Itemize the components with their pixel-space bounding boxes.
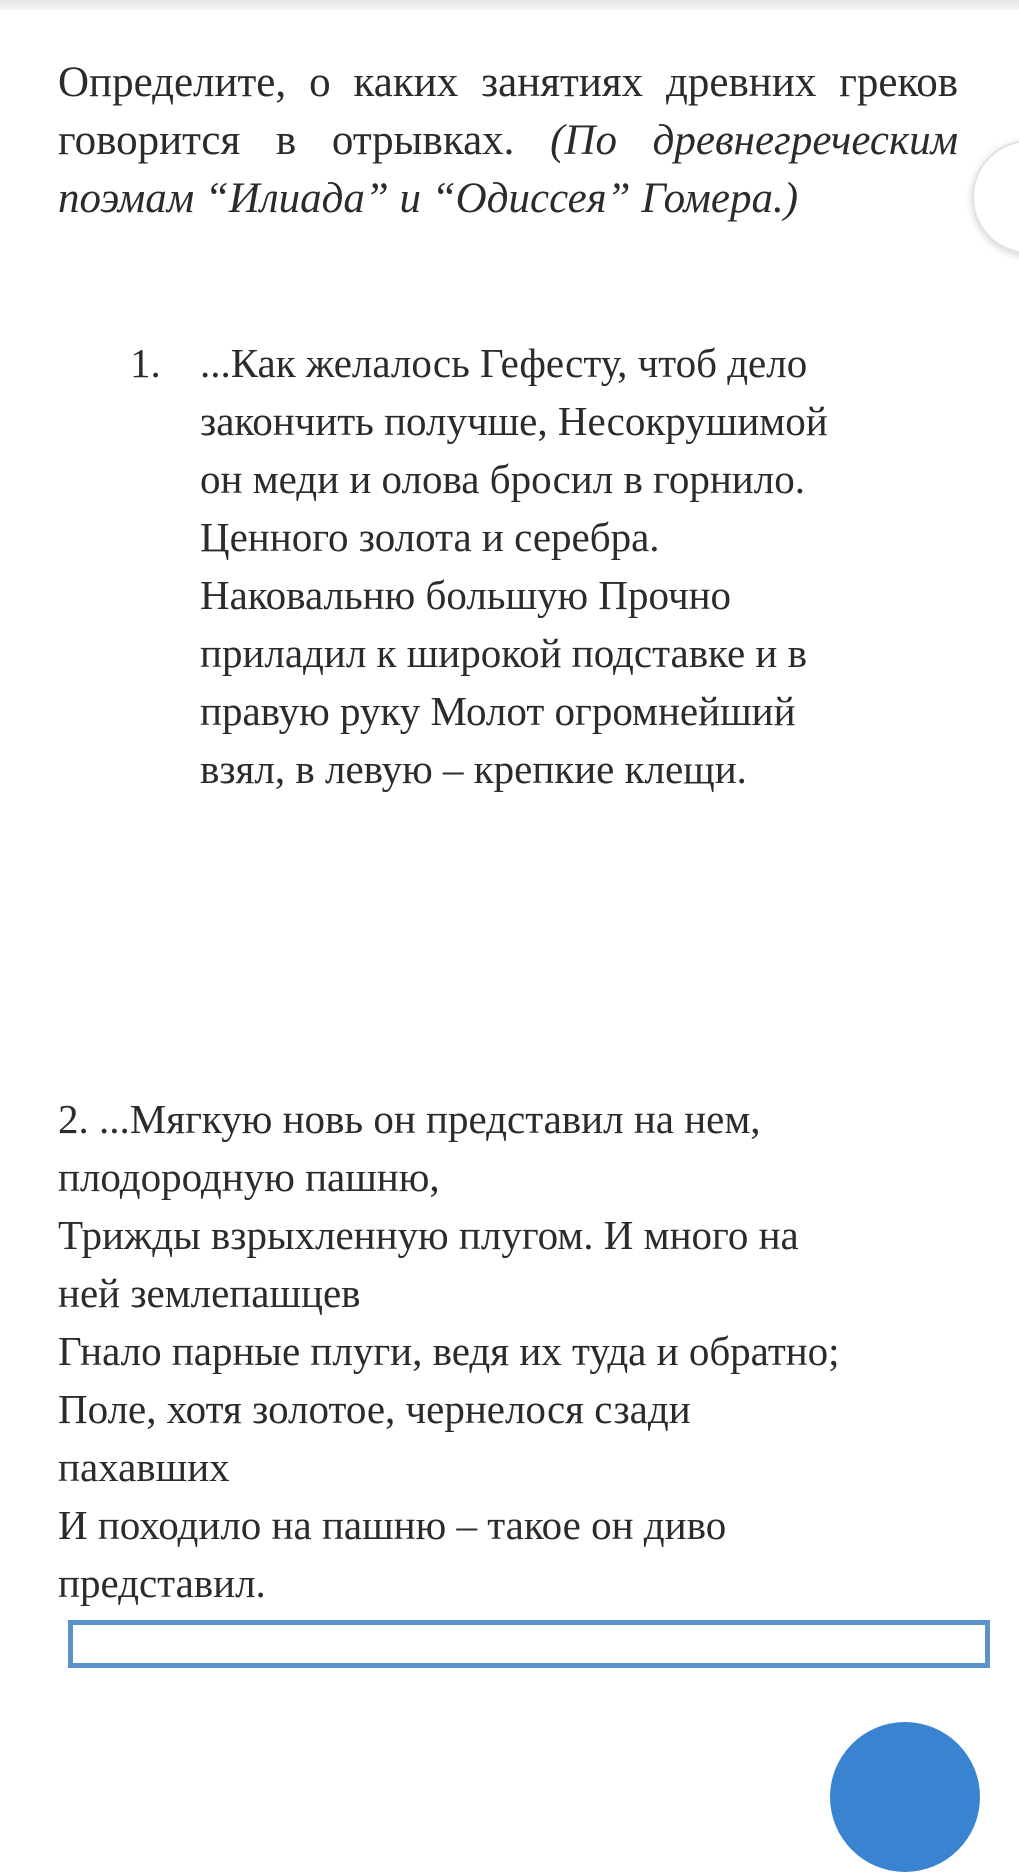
floating-action-button[interactable] [830, 1722, 980, 1872]
excerpt-2-line: представил. [58, 1560, 266, 1606]
question-instruction: Определите, о каких занятиях древних греков говорится в отрывках. [58, 59, 958, 164]
excerpt-1-line: взял, в левую – крепкие клещи. [200, 746, 747, 792]
question-source: (По древнегреческим поэмам “Илиада” и “Одиссея” Гомера.) [58, 117, 959, 222]
excerpt-1-lines [200, 334, 930, 798]
excerpt-2-line: Гнало парные плуги, ведя их туда и обратно; [58, 1328, 840, 1374]
excerpt-1-line: он меди и олова бросил в горнило. [200, 456, 805, 502]
excerpt-2 [58, 1090, 978, 1612]
excerpt-2-line: И походило на пашню – такое он диво [58, 1502, 727, 1548]
excerpt-2-line: 2. ...Мягкую новь он представил на нем, [58, 1096, 761, 1142]
excerpt-1-line: Ценного золота и серебра. [200, 514, 660, 560]
excerpt-1-line: правую руку Молот огромнейший [200, 688, 796, 734]
excerpt-2-line: Поле, хотя золотое, чернелося сзади [58, 1386, 691, 1432]
excerpt-2-line: плодородную пашню, [58, 1154, 440, 1200]
excerpt-1-line: приладил к широкой подставке и в [200, 630, 807, 676]
excerpt-1-line: ...Как желалось Гефесту, чтоб дело [200, 340, 808, 386]
top-divider [0, 0, 1019, 10]
excerpt-1-line: Наковальню большую Прочно [200, 572, 732, 618]
excerpt-1-number: 1. [130, 340, 161, 386]
question-text [58, 54, 958, 228]
excerpt-2-line: пахавших [58, 1444, 230, 1490]
excerpt-1-line: закончить получше, Несокрушимой [200, 398, 828, 444]
excerpt-2-line: ней землепашцев [58, 1270, 361, 1316]
excerpt-2-line: Трижды взрыхленную плугом. И много на [58, 1212, 799, 1258]
side-panel-handle[interactable] [972, 140, 1019, 254]
answer-input[interactable] [68, 1620, 990, 1668]
excerpt-1 [130, 334, 930, 798]
